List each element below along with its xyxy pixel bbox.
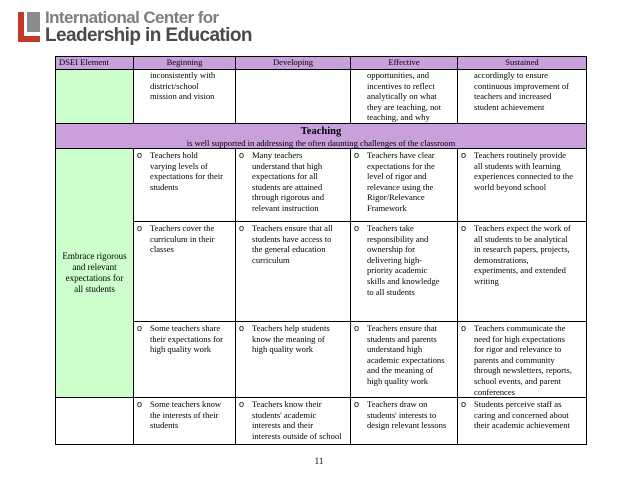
rubric-row-1 bbox=[56, 148, 587, 221]
section-title: Teaching bbox=[300, 125, 342, 137]
text-line: parents and community bbox=[474, 354, 555, 365]
text-line: Teachers expect the work of bbox=[474, 222, 571, 233]
text-line: students are attained bbox=[252, 181, 323, 192]
rubric-row-4 bbox=[56, 398, 587, 445]
text-line: students bbox=[150, 181, 179, 192]
text-line: accordingly to ensure bbox=[474, 70, 548, 80]
row-4-beginning bbox=[134, 398, 236, 445]
element-label bbox=[56, 148, 134, 397]
row-4-effective bbox=[351, 398, 458, 445]
text-line: the general education bbox=[252, 244, 326, 255]
text-line: Many teachers bbox=[252, 149, 303, 160]
text-line: design relevant lessons bbox=[367, 420, 447, 431]
text-line: Some teachers know bbox=[150, 399, 222, 410]
row-2-developing bbox=[236, 221, 351, 321]
text-line: experiments, and extended bbox=[474, 265, 566, 276]
bullet-icon: o bbox=[239, 322, 245, 333]
text-line: and relevant bbox=[72, 262, 117, 273]
text-line: Rigor/Relevance bbox=[367, 192, 425, 203]
text-line: Framework bbox=[367, 202, 407, 213]
continuation-beginning-text bbox=[134, 70, 235, 102]
text-line: Teachers take bbox=[367, 222, 414, 233]
text-line: expectations for bbox=[65, 273, 124, 284]
logo bbox=[18, 8, 268, 46]
text-line: all students with learning bbox=[474, 160, 561, 171]
text-line: all students bbox=[74, 284, 115, 295]
rubric-table bbox=[55, 56, 587, 445]
header-beginning: Beginning bbox=[134, 57, 236, 70]
text-line: in research papers, projects, bbox=[474, 244, 570, 255]
text-line: student achievement bbox=[474, 101, 545, 112]
text-line: mission and vision bbox=[150, 91, 215, 102]
text-line: conferences bbox=[474, 386, 516, 397]
text-line: expectations for the bbox=[367, 160, 435, 171]
header-developing: Developing bbox=[236, 57, 351, 70]
text-line: they are teaching, not bbox=[367, 101, 441, 112]
bullet-icon: o bbox=[461, 399, 467, 410]
row-1-beginning-text bbox=[150, 150, 223, 192]
row-3-effective-text bbox=[367, 323, 445, 387]
header-effective: Effective bbox=[351, 57, 458, 70]
text-line: continuous improvement of bbox=[474, 80, 569, 91]
bullet-icon: o bbox=[239, 149, 245, 160]
text-line: expectations for their bbox=[150, 171, 224, 182]
continuation-element-cell bbox=[56, 70, 134, 124]
text-line: Teachers hold bbox=[150, 149, 198, 160]
row-2-effective-text bbox=[367, 223, 440, 297]
text-line: through newsletters, reports, bbox=[474, 365, 572, 376]
text-line: world beyond school bbox=[474, 181, 547, 192]
header-element: DSEI Element bbox=[56, 57, 134, 70]
text-line: teaching, and why bbox=[367, 112, 430, 123]
logo-mark-icon bbox=[18, 10, 42, 44]
row-4-developing bbox=[236, 398, 351, 445]
text-line: students' academic bbox=[252, 409, 317, 420]
continuation-sustained-text bbox=[458, 70, 586, 112]
text-line: analytically on what bbox=[367, 91, 437, 102]
text-line: incentives to reflect bbox=[367, 80, 435, 91]
text-line: curriculum in their bbox=[150, 233, 215, 244]
page-number: 11 bbox=[314, 456, 324, 466]
text-line: all students to be analytical bbox=[474, 233, 568, 244]
text-line: Embrace rigorous bbox=[62, 251, 127, 262]
row-3-developing-text bbox=[252, 323, 330, 355]
text-line: Teachers draw on bbox=[367, 399, 428, 410]
row-1-effective-text bbox=[367, 150, 435, 214]
bullet-icon: o bbox=[239, 399, 245, 410]
text-line: their academic achievement bbox=[474, 420, 570, 431]
text-line: know the meaning of bbox=[252, 333, 325, 344]
row-4-sustained-text bbox=[474, 399, 570, 431]
section-band-cell bbox=[56, 123, 587, 148]
text-line: caring and concerned about bbox=[474, 409, 569, 420]
row-1-developing bbox=[236, 148, 351, 221]
row-2-sustained bbox=[458, 221, 587, 321]
row-3-developing bbox=[236, 321, 351, 397]
text-line: responsibility and bbox=[367, 233, 429, 244]
row-1-developing-text bbox=[252, 150, 324, 214]
text-line: classes bbox=[150, 244, 174, 255]
row-2-beginning bbox=[134, 221, 236, 321]
row-3-effective bbox=[351, 321, 458, 397]
text-line: priority academic bbox=[367, 265, 428, 276]
text-line: their expectations for bbox=[150, 333, 224, 344]
row-1-effective bbox=[351, 148, 458, 221]
continuation-developing bbox=[236, 70, 351, 124]
text-line: delivering high- bbox=[367, 254, 423, 265]
text-line: high quality work bbox=[367, 375, 429, 386]
bullet-icon: o bbox=[137, 399, 143, 410]
text-line: high quality work bbox=[252, 344, 314, 355]
row-4-effective-text bbox=[367, 399, 446, 431]
text-line: students' interests to bbox=[367, 409, 437, 420]
text-line: Teachers ensure that bbox=[367, 322, 438, 333]
text-line: high quality work bbox=[150, 344, 212, 355]
text-line: writing bbox=[474, 275, 499, 286]
row-2-developing-text bbox=[252, 223, 333, 265]
bullet-icon: o bbox=[354, 399, 360, 410]
text-line: for rigor and relevance to bbox=[474, 344, 562, 355]
text-line: understand high bbox=[367, 344, 423, 355]
header-row bbox=[56, 57, 587, 70]
row-1-sustained bbox=[458, 148, 587, 221]
text-line: Teachers help students bbox=[252, 322, 330, 333]
bullet-icon: o bbox=[461, 222, 467, 233]
continuation-row bbox=[56, 70, 587, 124]
text-line: Students perceive staff as bbox=[474, 399, 562, 410]
row-3-beginning-text bbox=[150, 323, 223, 355]
text-line: through rigorous and bbox=[252, 192, 325, 203]
text-line: Teachers know their bbox=[252, 399, 322, 410]
text-line: the interests of their bbox=[150, 409, 219, 420]
logo-line-2: Leadership in Education bbox=[45, 25, 252, 46]
row-1-sustained-text bbox=[474, 150, 573, 192]
text-line: opportunities, and bbox=[367, 70, 430, 80]
row-4-beginning-text bbox=[150, 399, 221, 431]
continuation-beginning bbox=[134, 70, 236, 124]
text-line: interests outside of school bbox=[252, 430, 342, 441]
continuation-effective bbox=[351, 70, 458, 124]
text-line: to all students bbox=[367, 286, 415, 297]
bullet-icon: o bbox=[354, 222, 360, 233]
section-subtitle: is well supported in addressing the often daunting challenges of the classroom bbox=[186, 137, 456, 148]
text-line: Teachers ensure that all bbox=[252, 222, 333, 233]
rubric-row-2 bbox=[56, 221, 587, 321]
text-line: students and parents bbox=[367, 333, 437, 344]
row-3-beginning bbox=[134, 321, 236, 397]
text-line: district/school bbox=[150, 80, 199, 91]
bullet-icon: o bbox=[137, 149, 143, 160]
text-line: skills and knowledge bbox=[367, 275, 440, 286]
text-line: and the meaning of bbox=[367, 365, 434, 376]
row-2-beginning-text bbox=[150, 223, 214, 255]
text-line: relevant instruction bbox=[252, 202, 319, 213]
text-line: level of rigor and bbox=[367, 171, 427, 182]
text-line: Teachers communicate the bbox=[474, 322, 566, 333]
text-line: Some teachers share bbox=[150, 322, 221, 333]
bullet-icon: o bbox=[137, 222, 143, 233]
row-3-sustained-text bbox=[474, 323, 572, 397]
text-line: curriculum bbox=[252, 254, 290, 265]
text-line: relevance using the bbox=[367, 181, 434, 192]
text-line: Teachers routinely provide bbox=[474, 149, 566, 160]
section-band bbox=[56, 123, 587, 148]
bullet-icon: o bbox=[461, 149, 467, 160]
bullet-icon: o bbox=[354, 322, 360, 333]
text-line: expectations for all bbox=[252, 171, 318, 182]
rubric-row-3 bbox=[56, 321, 587, 397]
text-line: Teachers have clear bbox=[367, 149, 435, 160]
row-1-beginning bbox=[134, 148, 236, 221]
text-line: students bbox=[150, 420, 179, 431]
text-line: inconsistently with bbox=[150, 70, 216, 80]
row-2-effective bbox=[351, 221, 458, 321]
bullet-icon: o bbox=[239, 222, 245, 233]
bullet-icon: o bbox=[354, 149, 360, 160]
text-line: school events, and parent bbox=[474, 375, 561, 386]
row-4-sustained bbox=[458, 398, 587, 445]
row-2-sustained-text bbox=[474, 223, 571, 287]
text-line: experiences connected to the bbox=[474, 171, 574, 182]
text-line: demonstrations, bbox=[474, 254, 529, 265]
text-line: understand that high bbox=[252, 160, 323, 171]
row-4-element-cell bbox=[56, 398, 134, 445]
element-label-text bbox=[58, 251, 131, 295]
row-3-sustained bbox=[458, 321, 587, 397]
text-line: need for high expectations bbox=[474, 333, 565, 344]
text-line: teachers and increased bbox=[474, 91, 552, 102]
text-line: interests and their bbox=[252, 420, 314, 431]
bullet-icon: o bbox=[461, 322, 467, 333]
text-line: academic expectations bbox=[367, 354, 445, 365]
text-line: varying levels of bbox=[150, 160, 208, 171]
row-4-developing-text bbox=[252, 399, 342, 441]
continuation-sustained bbox=[458, 70, 587, 124]
text-line: ownership for bbox=[367, 244, 415, 255]
continuation-effective-text bbox=[351, 70, 457, 123]
text-line: students have access to bbox=[252, 233, 332, 244]
text-line: Teachers cover the bbox=[150, 222, 215, 233]
bullet-icon: o bbox=[137, 322, 143, 333]
logo-line-1: International Center for bbox=[45, 8, 219, 27]
header-sustained: Sustained bbox=[458, 57, 587, 70]
